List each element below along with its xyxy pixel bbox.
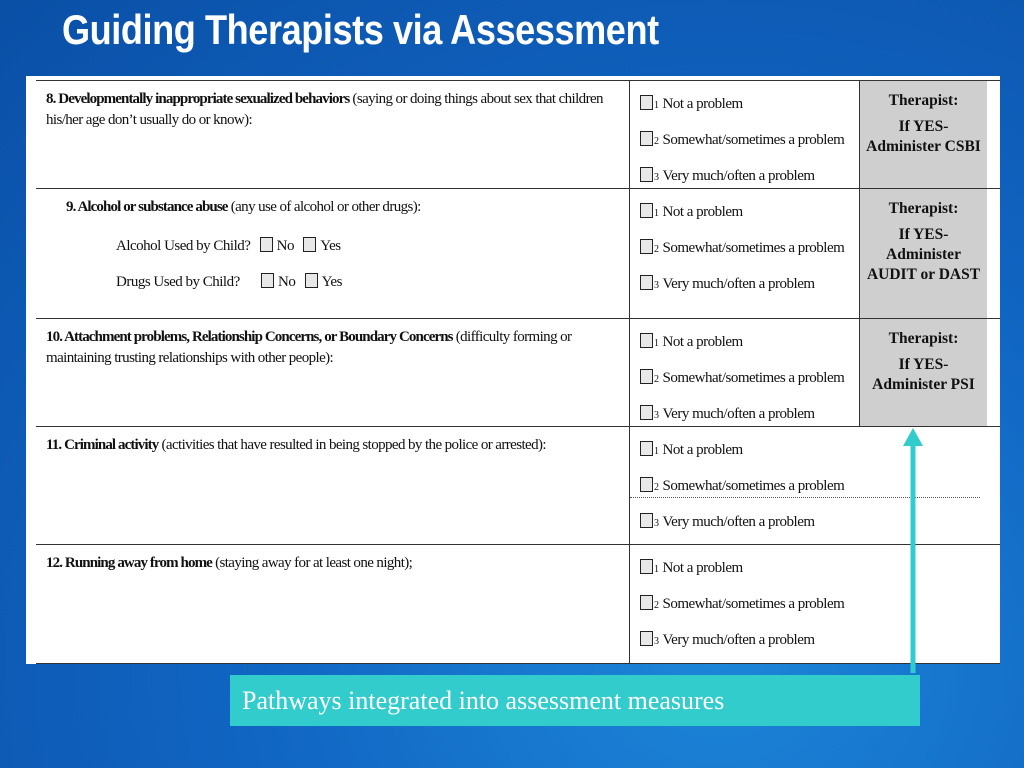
alcohol-used-line: Alcohol Used by Child? No Yes [116,238,341,254]
question-description: (difficulty forming or maintaining trusting relationships with other people): [46,329,572,366]
option-label: Somewhat/sometimes a problem [662,132,845,148]
question-title: 12. Running away from home [46,555,212,571]
question-title: 11. Criminal activity [46,437,159,453]
arrow-head-icon [903,428,923,446]
option-label: Very much/often a problem [662,168,815,184]
question-description: (staying away for at least one night); [211,555,413,571]
question-title: 8. Developmentally inappropriate sexualized behaviors [46,91,350,107]
therapist-instruction: Therapist: If YES- Administer CSBI [859,81,987,189]
slide-title: Guiding Therapists via Assessment [62,6,659,53]
option-label: Not a problem [662,204,743,220]
therapist-instruction: Therapist: If YES- Administer PSI [859,319,987,427]
question-description: (saying or doing things about sex that children his/her age don’t usually do or know): [46,91,603,128]
option-label: Very much/often a problem [662,514,815,530]
response-options: 1 Not a problem 2 Somewhat/sometimes a problem 3 Very much/often a problem [630,427,859,545]
therapist-instruction: Therapist: If YES- Administer AUDIT or DAST [859,189,987,319]
option-label: Somewhat/sometimes a problem [662,240,845,256]
drugs-used-line: Drugs Used by Child? No Yes [116,274,342,290]
response-options: 1 Not a problem 2 Somewhat/sometimes a problem 3 Very much/often a problem [630,319,859,427]
option-label: Very much/often a problem [662,406,815,422]
question-description: (activities that have resulted in being stopped by the police or arrested): [158,437,546,453]
option-label: Very much/often a problem [662,632,815,648]
option-label: Not a problem [662,334,743,350]
response-options: 1 Not a problem 2 Somewhat/sometimes a problem 3 Very much/often a problem [630,81,859,189]
question-title: 10. Attachment problems, Relationship Concerns, or Boundary Concerns [46,329,453,345]
option-label: Somewhat/sometimes a problem [662,478,845,494]
option-label: Not a problem [662,560,743,576]
question-description: (any use of alcohol or other drugs): [227,199,421,215]
callout-box: Pathways integrated into assessment measures [230,675,920,726]
option-label: Somewhat/sometimes a problem [662,370,845,386]
option-label: Very much/often a problem [662,276,815,292]
response-options: 1 Not a problem 2 Somewhat/sometimes a problem 3 Very much/often a problem [630,189,859,319]
option-label: Somewhat/sometimes a problem [662,596,845,612]
question-title: 9. Alcohol or substance abuse [66,199,228,215]
option-label: Not a problem [662,96,743,112]
response-options: 1 Not a problem 2 Somewhat/sometimes a problem 3 Very much/often a problem [630,545,859,663]
option-label: Not a problem [662,442,743,458]
